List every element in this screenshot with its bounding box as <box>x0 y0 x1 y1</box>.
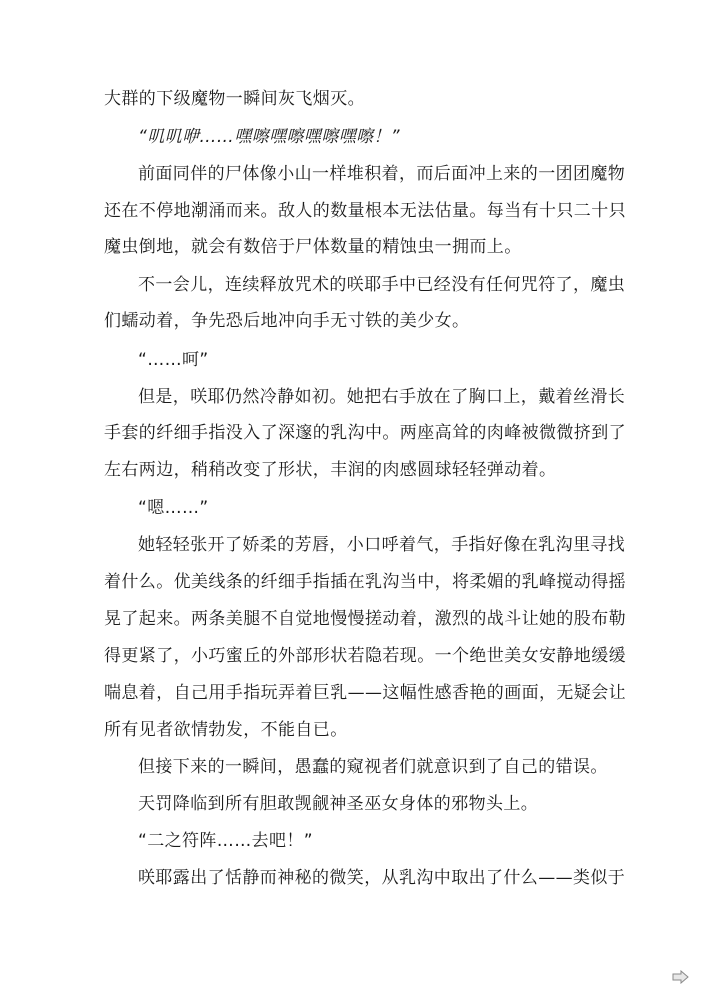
text-line: 得更紧了，小巧蜜丘的外部形状若隐若现。一个绝世美女安静地缓缓 <box>104 646 626 666</box>
dialogue-line: “嗯……” <box>138 498 209 518</box>
text-line: 天罚降临到所有胆敢觊觎神圣巫女身体的邪物头上。 <box>138 794 539 814</box>
text-line: 喘息着，自己用手指玩弄着巨乳——这幅性感香艳的画面，无疑会让 <box>104 683 626 703</box>
text-line: 晃了起来。两条美腿不自觉地慢慢搓动着，激烈的战斗让她的股布勒 <box>104 609 626 629</box>
text-line: 左右两边，稍稍改变了形状，丰润的肉感圆球轻轻弹动着。 <box>104 460 557 480</box>
text-line: 所有见者欲情勃发，不能自已。 <box>104 720 348 740</box>
text-line: 不一会儿，连续释放咒术的咲耶手中已经没有任何咒符了，魔虫 <box>138 275 626 295</box>
text-line: 她轻轻张开了娇柔的芳唇，小口呼着气，手指好像在乳沟里寻找 <box>138 535 626 555</box>
text-line: 手套的纤细手指没入了深邃的乳沟中。两座高耸的肉峰被微微挤到了 <box>104 423 626 443</box>
text-line: 还在不停地潮涌而来。敌人的数量根本无法估量。每当有十只二十只 <box>104 201 626 221</box>
text-line: 但是，咲耶仍然冷静如初。她把右手放在了胸口上，戴着丝滑长 <box>138 387 626 407</box>
text-line: 着什么。优美线条的纤细手指插在乳沟当中，将柔媚的乳峰搅动得摇 <box>104 572 626 592</box>
dialogue-line: “二之符阵……去吧！” <box>138 831 314 851</box>
text-line: 前面同伴的尸体像小山一样堆积着，而后面冲上来的一团团魔物 <box>138 164 626 184</box>
text-line: 大群的下级魔物一瞬间灰飞烟灭。 <box>104 89 365 109</box>
text-line: 但接下来的一瞬间，愚蠢的窥视者们就意识到了自己的错误。 <box>138 757 608 777</box>
text-line: 们蠕动着，争先恐后地冲向手无寸铁的美少女。 <box>104 311 470 331</box>
text-line: 魔虫倒地，就会有数倍于尸体数量的精蚀虫一拥而上。 <box>104 237 522 257</box>
dialogue-line: “叽叽咿……嘿嚓嘿嚓嘿嚓嘿嚓！” <box>138 127 401 147</box>
text-line: 咲耶露出了恬静而神秘的微笑，从乳沟中取出了什么——类似于 <box>138 868 626 888</box>
next-page-arrow-icon[interactable] <box>672 969 690 983</box>
dialogue-line: “……呵” <box>138 350 209 370</box>
